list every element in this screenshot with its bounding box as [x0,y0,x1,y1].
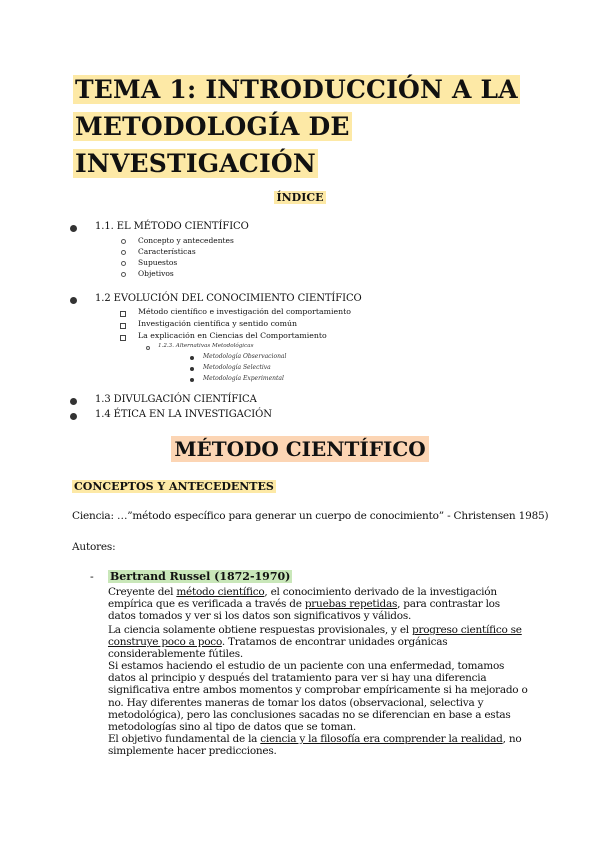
subsection-title [72,480,276,493]
toc-subsubsubitem: Metodología Selectiva [203,364,271,371]
underlined-text: pruebas repetidas [304,598,398,611]
subsection-title-text: CONCEPTOS Y ANTECEDENTES [74,480,274,493]
title-line-1: TEMA 1: INTRODUCCIÓN A LA [75,75,518,104]
toc-item-4: 1.4 ÉTICA EN LA INVESTIGACIÓN [95,409,272,420]
circle-bullet-icon [121,272,126,277]
circle-bullet-icon [121,250,126,255]
square-bullet-icon [120,311,126,317]
underlined-text: progreso científico se construye poco a poco [108,624,522,649]
paragraph-4 [108,733,528,757]
toc-subitem: La explicación en Ciencias del Comportamiento [138,331,327,340]
square-bullet-icon [120,323,126,329]
circle-bullet-icon [146,346,150,350]
toc-subsubsubitem: Metodología Experimental [203,375,284,382]
toc-subitem: Método científico e investigación del comportamiento [138,307,351,316]
toc-item-3: 1.3 DIVULGACIÓN CIENTÍFICA [95,394,257,405]
index-heading [0,191,600,204]
paragraph-2 [108,624,528,661]
toc-subitem: Concepto y antecedentes [138,236,234,245]
square-bullet-icon [120,335,126,341]
document-title [73,71,533,182]
toc-subsubsubitem: Metodología Observacional [203,353,287,360]
section-title-text: MÉTODO CIENTÍFICO [171,436,428,462]
ciencia-definition: Ciencia: …”método específico para generar un cuerpo de conocimiento” - Christensen 1985) [72,510,549,522]
title-line-2: METODOLOGÍA DE [75,112,350,141]
circle-bullet-icon [121,239,126,244]
text-run: Creyente del [108,586,177,598]
toc-subitem: Características [138,247,196,256]
toc-subitem: Objetivos [138,269,174,278]
toc-item-2: 1.2 EVOLUCIÓN DEL CONOCIMIENTO CIENTÍFICO [95,293,362,304]
author-name-text: Bertrand Russel (1872-1970) [110,570,291,583]
bullet-icon [70,297,77,304]
autores-label: Autores: [72,541,116,553]
underlined-text: ciencia y la filosofía era comprender la realidad [260,733,503,745]
bullet-icon [190,378,194,382]
circle-bullet-icon [121,261,126,266]
text-run: . Tratamos de encontrar unidades orgánicas considerablemente fútiles. [108,636,448,661]
bullet-icon [70,225,77,232]
list-dash: - [90,570,94,583]
bullet-icon [70,398,77,405]
index-heading-text: ÍNDICE [276,191,324,204]
section-title [0,437,600,461]
text-run: , el conocimiento derivado de la investigación empírica que es verificada a través de [108,586,497,611]
underlined-text: método científico [176,586,265,598]
toc-subsubitem: 1.2.3. Alternativas Metodológicas [158,343,254,349]
bullet-icon [190,367,194,371]
bullet-icon [70,413,77,420]
author-name [108,570,292,583]
text-run: , para contrastar los datos tomados y ver si los datos son significativos y válidos. [108,598,500,623]
paragraph-1 [108,586,528,623]
bullet-icon [190,356,194,360]
toc-subitem: Investigación científica y sentido común [138,319,298,328]
toc-subitem: Supuestos [138,258,178,267]
paragraph-3: Si estamos haciendo el estudio de un paciente con una enfermedad, tomamos datos al principio y después del tratamiento para ver si hay una diferencia significativa entre ambos momentos y comprobar empíricamente si ha mejorado o no. Hay diferentes maneras de tomar los datos (observacional, selectiva y metodológica), pero las conclusiones sacadas no se diferencian en base a estas metodologías sino al tipo de datos que se toman. [108,660,528,734]
text-run: La ciencia solamente obtiene respuestas provisionales, y el [108,624,412,636]
toc-item-1: 1.1. EL MÉTODO CIENTÍFICO [95,221,249,232]
title-line-3: INVESTIGACIÓN [75,149,316,178]
text-run: El objetivo fundamental de la [108,733,261,745]
text-run: , no simplemente hacer predicciones. [108,733,522,758]
